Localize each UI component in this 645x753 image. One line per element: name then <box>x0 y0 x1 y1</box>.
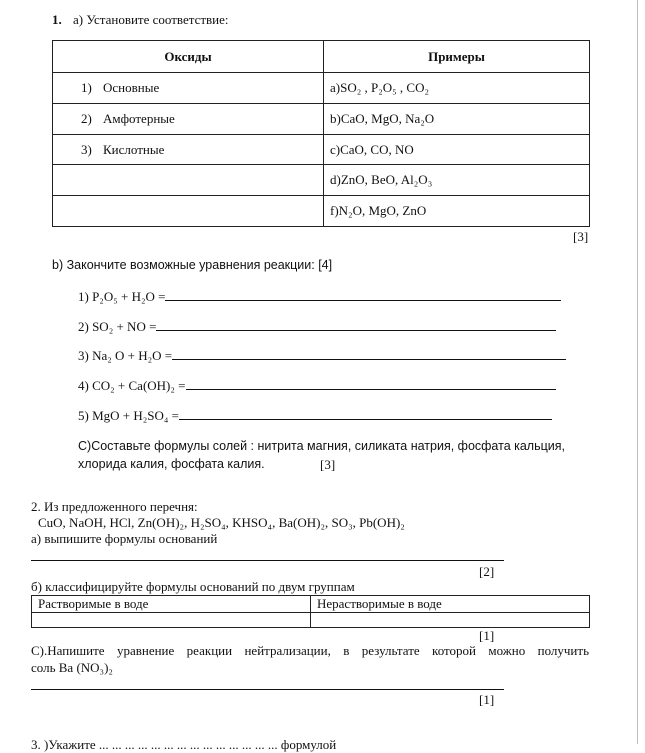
page-edge-line <box>637 0 638 744</box>
q1-number: 1. <box>52 12 62 27</box>
insoluble-answer-cell[interactable] <box>311 613 590 628</box>
soluble-answer-cell[interactable] <box>32 613 311 628</box>
table-row <box>53 196 590 227</box>
q2-part-a: а) выпишите формулы оснований <box>31 531 218 546</box>
oxides-table <box>52 40 590 227</box>
oxide-type-cell <box>53 196 324 227</box>
score-2a: [2] <box>479 564 495 579</box>
equation-3: 3) Na₂ O + H₂O = <box>78 348 566 364</box>
example-cell: f)N₂O, MgO, ZnO <box>324 196 590 227</box>
header-insoluble: Нерастворимые в воде <box>311 596 590 613</box>
q2-title: 2. Из предложенного перечня: <box>31 499 198 514</box>
header-oxides: Оксиды <box>53 41 324 73</box>
answer-line[interactable] <box>179 408 552 420</box>
answer-line-2c[interactable] <box>31 677 504 690</box>
answer-line-2a[interactable] <box>31 548 504 561</box>
q2-part-b: б) классифицируйте формулы оснований по двум группам <box>31 579 355 594</box>
oxide-type-cell: 1) Основные <box>53 73 324 104</box>
equation-5: 5) MgO + H₂SO₄ = <box>78 408 552 424</box>
q2-part-c-line2: соль Ba (NO₃)₂ <box>31 660 113 675</box>
q1-part-c-line2: хлорида калия, фосфата калия. <box>78 457 265 471</box>
q1-part-c-line1: С)Составьте формулы солей : нитрита магния, силиката натрия, фосфата кальция, <box>78 439 565 453</box>
score-2b: [1] <box>479 628 495 643</box>
answer-line[interactable] <box>156 319 556 331</box>
answer-line[interactable] <box>172 348 566 360</box>
table-row <box>53 135 590 165</box>
score-2c: [1] <box>479 692 495 707</box>
oxide-type-cell: 3) Кислотные <box>53 135 324 165</box>
equation-1: 1) P₂O₅ + H₂O = <box>78 289 561 305</box>
oxide-type-cell: 2) Амфотерные <box>53 104 324 135</box>
q1-part-a-title: а) Установите соответствие: <box>73 12 229 27</box>
score-1a: [3] <box>573 229 589 244</box>
header-examples: Примеры <box>324 41 590 73</box>
table-row <box>53 165 590 196</box>
q2-part-c-line1: С).Напишите уравнение реакции нейтрализации, в результате которой можно получить <box>31 643 589 658</box>
answer-line[interactable] <box>186 378 556 390</box>
score-1c: [3] <box>320 457 336 472</box>
example-cell: c)CaO, CO, NO <box>324 135 590 165</box>
equation-4: 4) CO₂ + Ca(OH)₂ = <box>78 378 556 394</box>
equation-2: 2) SO₂ + NO = <box>78 319 556 335</box>
q3-cut-text: 3. )Укажите ... ... ... ... ... ... ... ... ... ... ... ... ... ... формулой <box>31 737 337 752</box>
bases-classification-table <box>31 595 590 628</box>
table-row <box>53 73 590 104</box>
answer-line[interactable] <box>165 289 561 301</box>
table-header-row <box>32 596 590 613</box>
example-cell: d)ZnO, BeO, Al₂O₃ <box>324 165 590 196</box>
oxide-type-cell <box>53 165 324 196</box>
table-row <box>53 104 590 135</box>
header-soluble: Растворимые в воде <box>32 596 311 613</box>
example-cell: a)SO₂ , P₂O₅ , CO₂ <box>324 73 590 104</box>
q2-compound-list: CuO, NaOH, HCl, Zn(OH)₂, H₂SO₄, KHSO₄, Ba(OH)₂, SO₃, Pb(OH)₂ <box>38 515 405 530</box>
table-row <box>32 613 590 628</box>
example-cell: b)CaO, MgO, Na₂O <box>324 104 590 135</box>
table-header-row <box>53 41 590 73</box>
q1-part-b-title: b) Закончите возможные уравнения реакции: [4] <box>52 258 333 272</box>
